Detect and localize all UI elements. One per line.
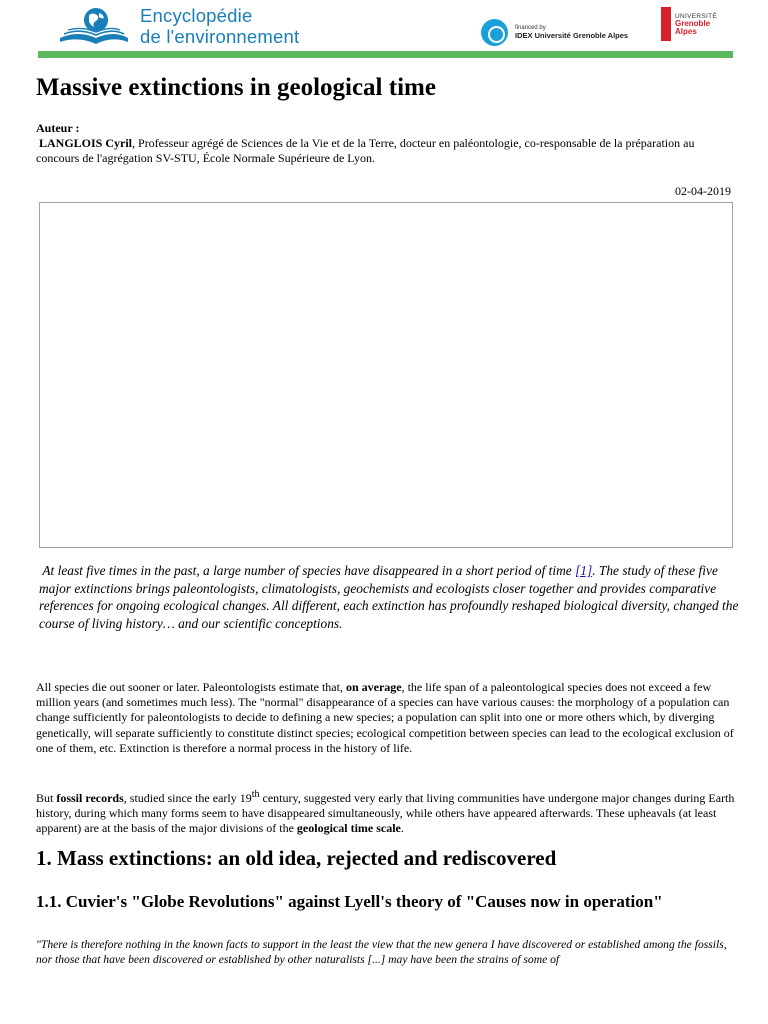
p2-text-b: , studied since the early 19 <box>123 791 252 805</box>
author-label: Auteur : <box>36 121 80 135</box>
lead-text-2: . The study of these five major extinctions brings paleontologists, climatologists, geochemists and ecologists closer together and provides comparative references for ongoing ecological changes. All different, each extinction has profoundly reshaped biological diversity, changed the course of living history… and our scientific conceptions. <box>39 563 739 631</box>
logo-line-1: Encyclopédie <box>140 5 253 26</box>
subsection-heading-1-1: 1.1. Cuvier's "Globe Revolutions" against Lyell's theory of "Causes now in operation" <box>36 892 663 911</box>
lead-text-1: At least five times in the past, a large number of species have disappeared in a short period of time <box>42 563 576 578</box>
globe-book-logo-icon[interactable] <box>56 6 130 48</box>
p2-text-d: . <box>400 821 404 836</box>
uga-line-2-3 <box>675 20 710 36</box>
uga-line-2: Grenoble <box>675 19 711 28</box>
section-heading-1: 1. Mass extinctions: an old idea, rejected and rediscovered <box>36 846 557 870</box>
lead-paragraph <box>39 562 739 632</box>
p2-text-a: But <box>36 791 57 805</box>
idex-logo[interactable] <box>481 19 641 45</box>
cuvier-quote: "There is therefore nothing in the known facts to support in the least the view that the new genera I have discovered or established among the fossils, nor those that have been discovered or established by other naturalists [...] may have been the strains of some of <box>36 938 727 967</box>
idex-circle-icon <box>481 19 508 46</box>
author-info <box>36 136 736 166</box>
author-name: LANGLOIS Cyril <box>39 136 133 150</box>
author-description: , Professeur agrégé de Sciences de la Vie et de la Terre, docteur en paléontologie, co-responsable de la préparation au concours de l'agrégation SV-STU, École Normale Supérieure de Lyon. <box>36 136 695 165</box>
site-header <box>38 0 733 52</box>
p2-text-c: century, suggested very early that living communities have undergone major changes during Earth history, during which many forms seem to have disappeared simultaneously, while others have appeared afterwards. These upheavals (at least apparent) are at the basis of the major divisions of the <box>36 791 735 836</box>
p1-text-b: , the life span of a paleontological species does not exceed a few million years (and sometimes much less). The "normal" disappearance of a species can have various causes: the morphology of a population can change sufficiently for paleontologists to decide to defining a new species; a population can split into one or more others which, by diverging genetically, will separate sufficiently to constitute distinct species; ecological competition between species can lead to the ecological exclusion of one of them, etc. Extinction is therefore a normal process in the history of life. <box>36 680 734 755</box>
idex-name: IDEX Université Grenoble Alpes <box>515 31 629 40</box>
p2-bold-1: fossil records <box>56 791 124 805</box>
logo-line-2: de l'environnement <box>140 26 300 47</box>
uga-line-3: Alpes <box>675 27 697 36</box>
page-title: Massive extinctions in geological time <box>36 74 436 101</box>
site-logo-text[interactable] <box>140 5 299 47</box>
uga-line-1: UNIVERSITÉ <box>675 13 718 20</box>
p2-bold-2: geological time scale <box>296 821 401 836</box>
p2-superscript: th <box>251 789 260 800</box>
paragraph-2 <box>36 787 736 837</box>
footnote-link-1[interactable]: [1] <box>575 563 593 578</box>
idex-financed-label: financed by <box>515 25 546 31</box>
header-accent-bar <box>38 51 733 58</box>
publication-date: 02-04-2019 <box>675 184 731 198</box>
uga-logo[interactable] <box>661 5 731 45</box>
p1-bold: on average <box>345 680 402 694</box>
p1-text-a: All species die out sooner or later. Paleontologists estimate that, <box>36 680 346 694</box>
trex-skeleton-photo <box>39 202 733 548</box>
uga-mark-icon <box>661 7 671 41</box>
paragraph-1 <box>36 680 736 756</box>
